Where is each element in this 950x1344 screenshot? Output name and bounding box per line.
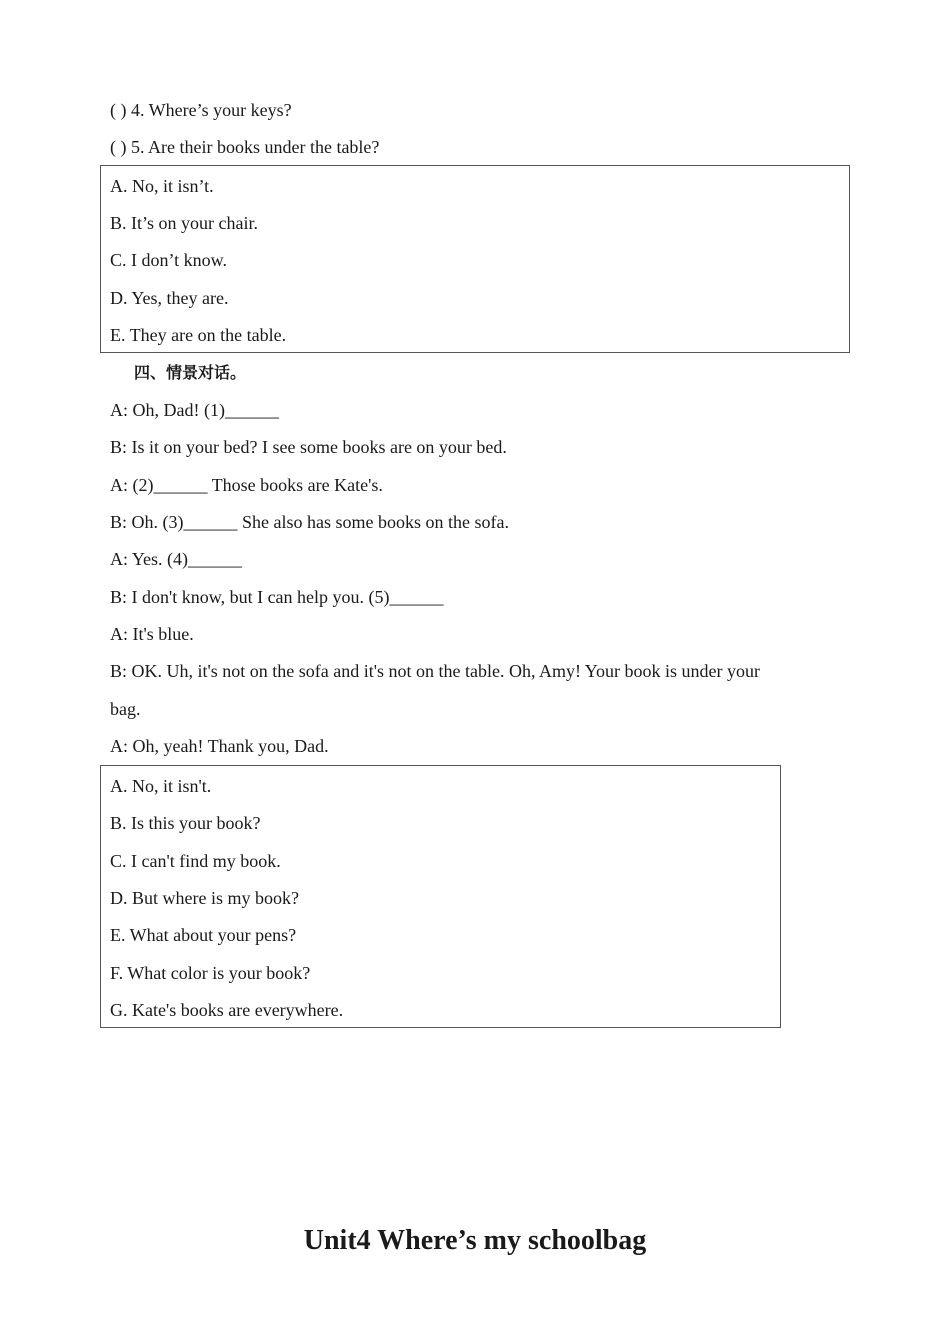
dialogue-option-g: G. Kate's books are everywhere. — [110, 1000, 344, 1020]
matching-option-b: B. It’s on your chair. — [110, 213, 258, 233]
dialogue-line-8-cont: bag. — [110, 699, 141, 719]
question-5: ( ) 5. Are their books under the table? — [110, 137, 380, 157]
unit-title: Unit4 Where’s my schoolbag — [303, 1225, 647, 1256]
dialogue-line-1: A: Oh, Dad! (1)______ — [110, 400, 279, 420]
dialogue-option-b: B. Is this your book? — [110, 813, 261, 833]
dialogue-line-9: A: Oh, yeah! Thank you, Dad. — [110, 736, 329, 756]
dialogue-line-2: B: Is it on your bed? I see some books are on your bed. — [110, 437, 507, 457]
dialogue-option-d: D. But where is my book? — [110, 888, 299, 908]
matching-option-a: A. No, it isn’t. — [110, 176, 214, 196]
dialogue-options-box — [100, 765, 781, 1028]
dialogue-line-5: A: Yes. (4)______ — [110, 549, 243, 569]
dialogue-option-e: E. What about your pens? — [110, 925, 297, 945]
dialogue-option-f: F. What color is your book? — [110, 963, 311, 983]
dialogue-option-a: A. No, it isn't. — [110, 776, 212, 796]
question-4: ( ) 4. Where’s your keys? — [110, 100, 292, 120]
dialogue-line-7: A: It's blue. — [110, 624, 194, 644]
dialogue-line-8: B: OK. Uh, it's not on the sofa and it's not on the table. Oh, Amy! Your book is under your — [110, 661, 760, 681]
matching-option-d: D. Yes, they are. — [110, 288, 229, 308]
matching-option-c: C. I don’t know. — [110, 250, 227, 270]
matching-options-box — [100, 165, 850, 353]
section-heading: 四、情景对话。 — [134, 363, 247, 382]
dialogue-option-c: C. I can't find my book. — [110, 851, 281, 871]
matching-option-e: E. They are on the table. — [110, 325, 287, 345]
dialogue-line-3: A: (2)______ Those books are Kate's. — [110, 475, 383, 495]
dialogue-line-6: B: I don't know, but I can help you. (5)______ — [110, 587, 444, 607]
dialogue-line-4: B: Oh. (3)______ She also has some books on the sofa. — [110, 512, 509, 532]
